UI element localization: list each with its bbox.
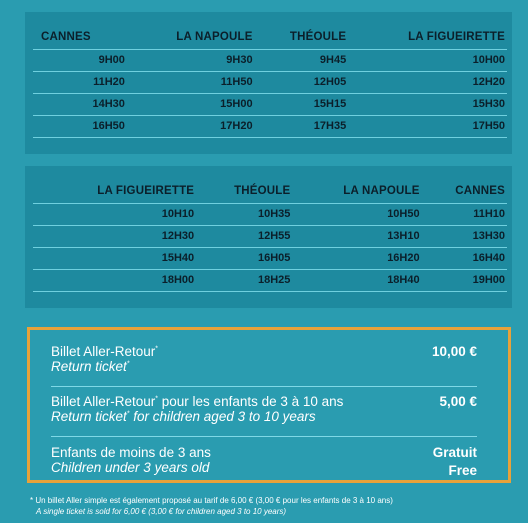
table-cell: 16H05: [196, 248, 292, 270]
outbound-header-cannes: CANNES: [33, 26, 129, 50]
fare-child-label-en: Return ticket* for children aged 3 to 10 years: [51, 409, 316, 424]
table-row: [33, 94, 507, 116]
table-cell: 11H20: [33, 72, 129, 94]
table-row: [33, 116, 507, 138]
fare-under-3-label-en: Children under 3 years old: [51, 460, 210, 475]
fare-under-3-label-fr: Enfants de moins de 3 ans: [51, 445, 211, 460]
table-cell: 14H30: [33, 94, 129, 116]
outbound-header-la-figueirette: LA FIGUEIRETTE: [348, 26, 507, 50]
outbound-timetable-panel: [25, 12, 512, 154]
footnote-fr: * Un billet Aller simple est également proposé au tarif de 6,00 € (3,00 € pour les enfants de 3 à 10 ans): [30, 496, 393, 505]
fare-round-trip-label-en: Return ticket*: [51, 359, 130, 374]
fare-child-label-fr: Billet Aller-Retour* pour les enfants de 3 à 10 ans: [51, 394, 344, 409]
return-header-theoule: THÉOULE: [196, 180, 292, 204]
fare-round-trip-price: 10,00 €: [431, 344, 477, 359]
fare-round-trip: [51, 344, 477, 374]
table-row: [33, 50, 507, 72]
outbound-header-theoule: THÉOULE: [255, 26, 349, 50]
table-cell: 13H30: [422, 226, 507, 248]
table-cell: 17H50: [348, 116, 507, 138]
fare-child: [51, 394, 477, 424]
table-cell: 19H00: [422, 270, 507, 292]
table-cell: 12H05: [255, 72, 349, 94]
table-cell: 13H10: [292, 226, 421, 248]
fare-under-3: [51, 445, 477, 478]
table-cell: 15H40: [33, 248, 196, 270]
outbound-header-row: [33, 26, 507, 50]
table-cell: 17H20: [129, 116, 255, 138]
table-cell: 12H20: [348, 72, 507, 94]
table-cell: 12H55: [196, 226, 292, 248]
table-cell: 18H00: [33, 270, 196, 292]
fare-divider: [51, 436, 477, 437]
table-cell: 9H00: [33, 50, 129, 72]
table-cell: 10H00: [348, 50, 507, 72]
table-row: [33, 204, 507, 226]
table-row: [33, 270, 507, 292]
table-cell: 15H15: [255, 94, 349, 116]
table-cell: 16H40: [422, 248, 507, 270]
fare-child-price: 5,00 €: [439, 394, 477, 409]
table-row: [33, 226, 507, 248]
return-header-la-figueirette: LA FIGUEIRETTE: [33, 180, 196, 204]
table-cell: 9H30: [129, 50, 255, 72]
table-cell: 11H50: [129, 72, 255, 94]
fare-under-3-price-fr: Gratuit: [432, 445, 477, 460]
table-cell: 16H20: [292, 248, 421, 270]
fare-divider: [51, 386, 477, 387]
return-header-la-napoule: LA NAPOULE: [292, 180, 421, 204]
footnote-en: A single ticket is sold for 6,00 € (3,00 € for children aged 3 to 10 years): [36, 507, 287, 516]
table-cell: 12H30: [33, 226, 196, 248]
table-cell: 17H35: [255, 116, 349, 138]
table-row: [33, 72, 507, 94]
return-header-row: [33, 180, 507, 204]
table-cell: 11H10: [422, 204, 507, 226]
table-cell: 15H30: [348, 94, 507, 116]
table-cell: 15H00: [129, 94, 255, 116]
fare-round-trip-label-fr: Billet Aller-Retour*: [51, 344, 159, 359]
table-cell: 10H10: [33, 204, 196, 226]
table-cell: 9H45: [255, 50, 349, 72]
table-cell: 16H50: [33, 116, 129, 138]
outbound-header-la-napoule: LA NAPOULE: [129, 26, 255, 50]
table-cell: 10H35: [196, 204, 292, 226]
table-row: [33, 248, 507, 270]
table-cell: 18H40: [292, 270, 421, 292]
table-cell: 10H50: [292, 204, 421, 226]
fares-box: [27, 327, 511, 483]
return-timetable-panel: [25, 166, 512, 308]
outbound-timetable: [33, 26, 507, 138]
table-cell: 18H25: [196, 270, 292, 292]
return-header-cannes: CANNES: [422, 180, 507, 204]
fare-under-3-price-en: Free: [448, 463, 477, 478]
return-timetable: [33, 180, 507, 292]
